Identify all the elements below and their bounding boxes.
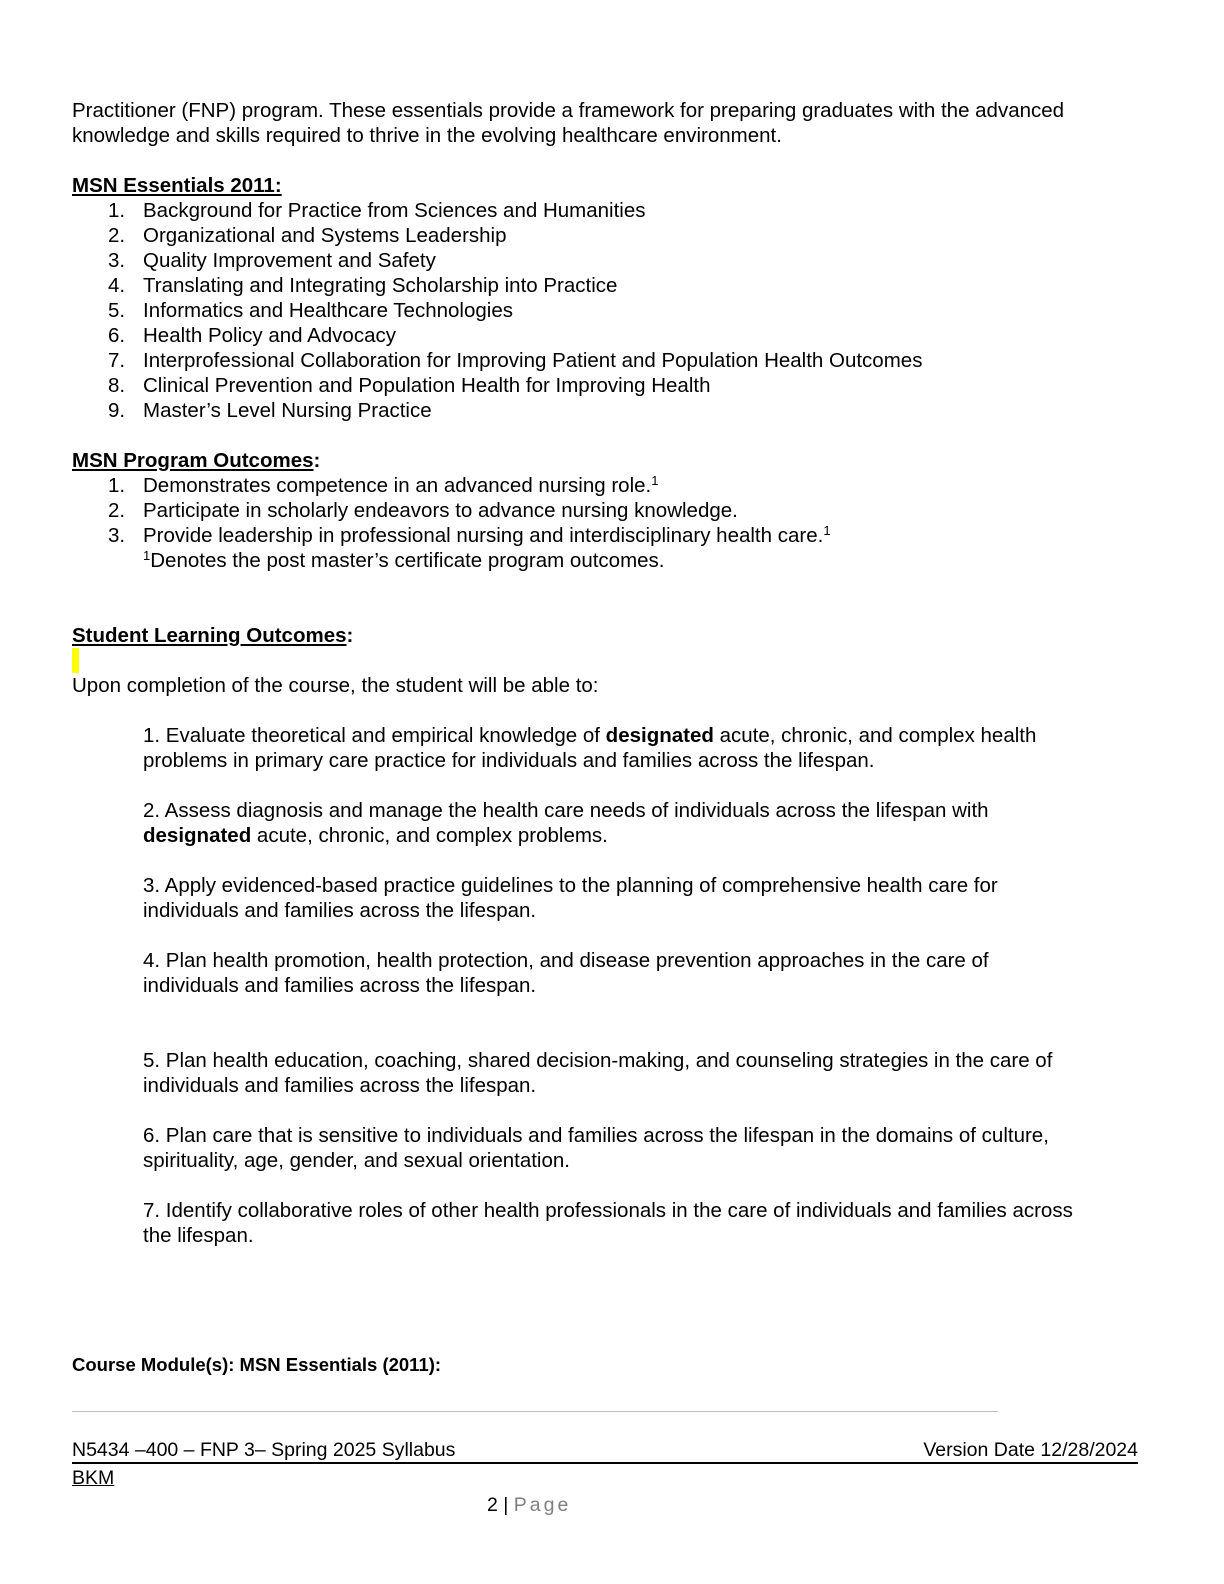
list-item: 3. Provide leadership in professional nursing and interdisciplinary health care.$^1$ [108, 523, 831, 547]
learning-outcome-2: 2. Assess diagnosis and manage the health care needs of individuals across the lifespan with designated acute, chronic, and complex problems. [143, 799, 989, 847]
highlight-mark [72, 648, 79, 673]
list-item: 6. Health Policy and Advocacy [108, 324, 396, 347]
list-item: 8. Clinical Prevention and Population Health for Improving Health [108, 374, 711, 397]
list-item: 3. Quality Improvement and Safety [108, 249, 436, 272]
list-item: 2. Participate in scholarly endeavors to advance nursing knowledge. [108, 499, 738, 522]
list-item: 9. Master’s Level Nursing Practice [108, 399, 432, 422]
learning-outcome-4: 4. Plan health promotion, health protection, and disease prevention approaches in the care of individuals and families across the lifespan. [143, 949, 989, 997]
list-item: 4. Translating and Integrating Scholarship into Practice [108, 274, 618, 297]
course-title: N5434 –400 – FNP 3– Spring 2025 Syllabus [72, 1439, 456, 1461]
learning-outcome-6: 6. Plan care that is sensitive to individuals and families across the lifespan in the domains of culture, spirituality, age, gender, and sexual orientation. [143, 1124, 1049, 1172]
intro-line-1: Practitioner (FNP) program. These essentials provide a framework for preparing graduates with the advanced [72, 99, 1065, 122]
learning-outcomes-intro: Upon completion of the course, the student will be able to: [72, 674, 599, 697]
list-item: 1. Background for Practice from Sciences and Humanities [108, 199, 646, 222]
learning-outcomes-heading: Student Learning Outcomes: [72, 624, 354, 647]
author-initials: BKM [72, 1467, 115, 1489]
list-item: 5. Informatics and Healthcare Technologies [108, 299, 513, 322]
learning-outcome-5: 5. Plan health education, coaching, shared decision-making, and counseling strategies in the care of individuals and families across the lifespan. [143, 1049, 1053, 1097]
program-outcomes-list [72, 473, 1147, 548]
list-item: 7. Interprofessional Collaboration for Improving Patient and Population Health Outcomes [108, 349, 923, 372]
list-item: 1. Demonstrates competence in an advanced nursing role.$^1$ [108, 473, 659, 497]
learning-outcome-3: 3. Apply evidenced-based practice guidelines to the planning of comprehensive health care for individuals and families across the lifespan. [143, 874, 998, 922]
footer-divider [72, 1411, 998, 1412]
learning-outcome-1: 1. Evaluate theoretical and empirical knowledge of designated acute, chronic, and complex health problems in primary care practice for individuals and families across the lifespan. [143, 724, 1037, 772]
essentials-heading: MSN Essentials 2011: [72, 174, 282, 197]
learning-outcome-7: 7. Identify collaborative roles of other health professionals in the care of individuals and families across the lifespan. [143, 1199, 1073, 1247]
essentials-list [72, 198, 1147, 423]
version-date: Version Date 12/28/2024 [923, 1439, 1138, 1461]
page-footer [72, 1438, 1138, 1491]
course-module-heading: Course Module(s): MSN Essentials (2011): [72, 1354, 442, 1375]
footnote-note: $^1$Denotes the post master’s certificate program outcomes. [143, 548, 665, 572]
program-outcomes-heading: MSN Program Outcomes: [72, 449, 321, 472]
document-body [72, 98, 1147, 1248]
intro-line-2: knowledge and skills required to thrive in the evolving healthcare environment. [72, 124, 782, 147]
list-item: 2. Organizational and Systems Leadership [108, 224, 507, 247]
footer-line [72, 1438, 1138, 1464]
page-number: 2 | Page [487, 1494, 572, 1516]
